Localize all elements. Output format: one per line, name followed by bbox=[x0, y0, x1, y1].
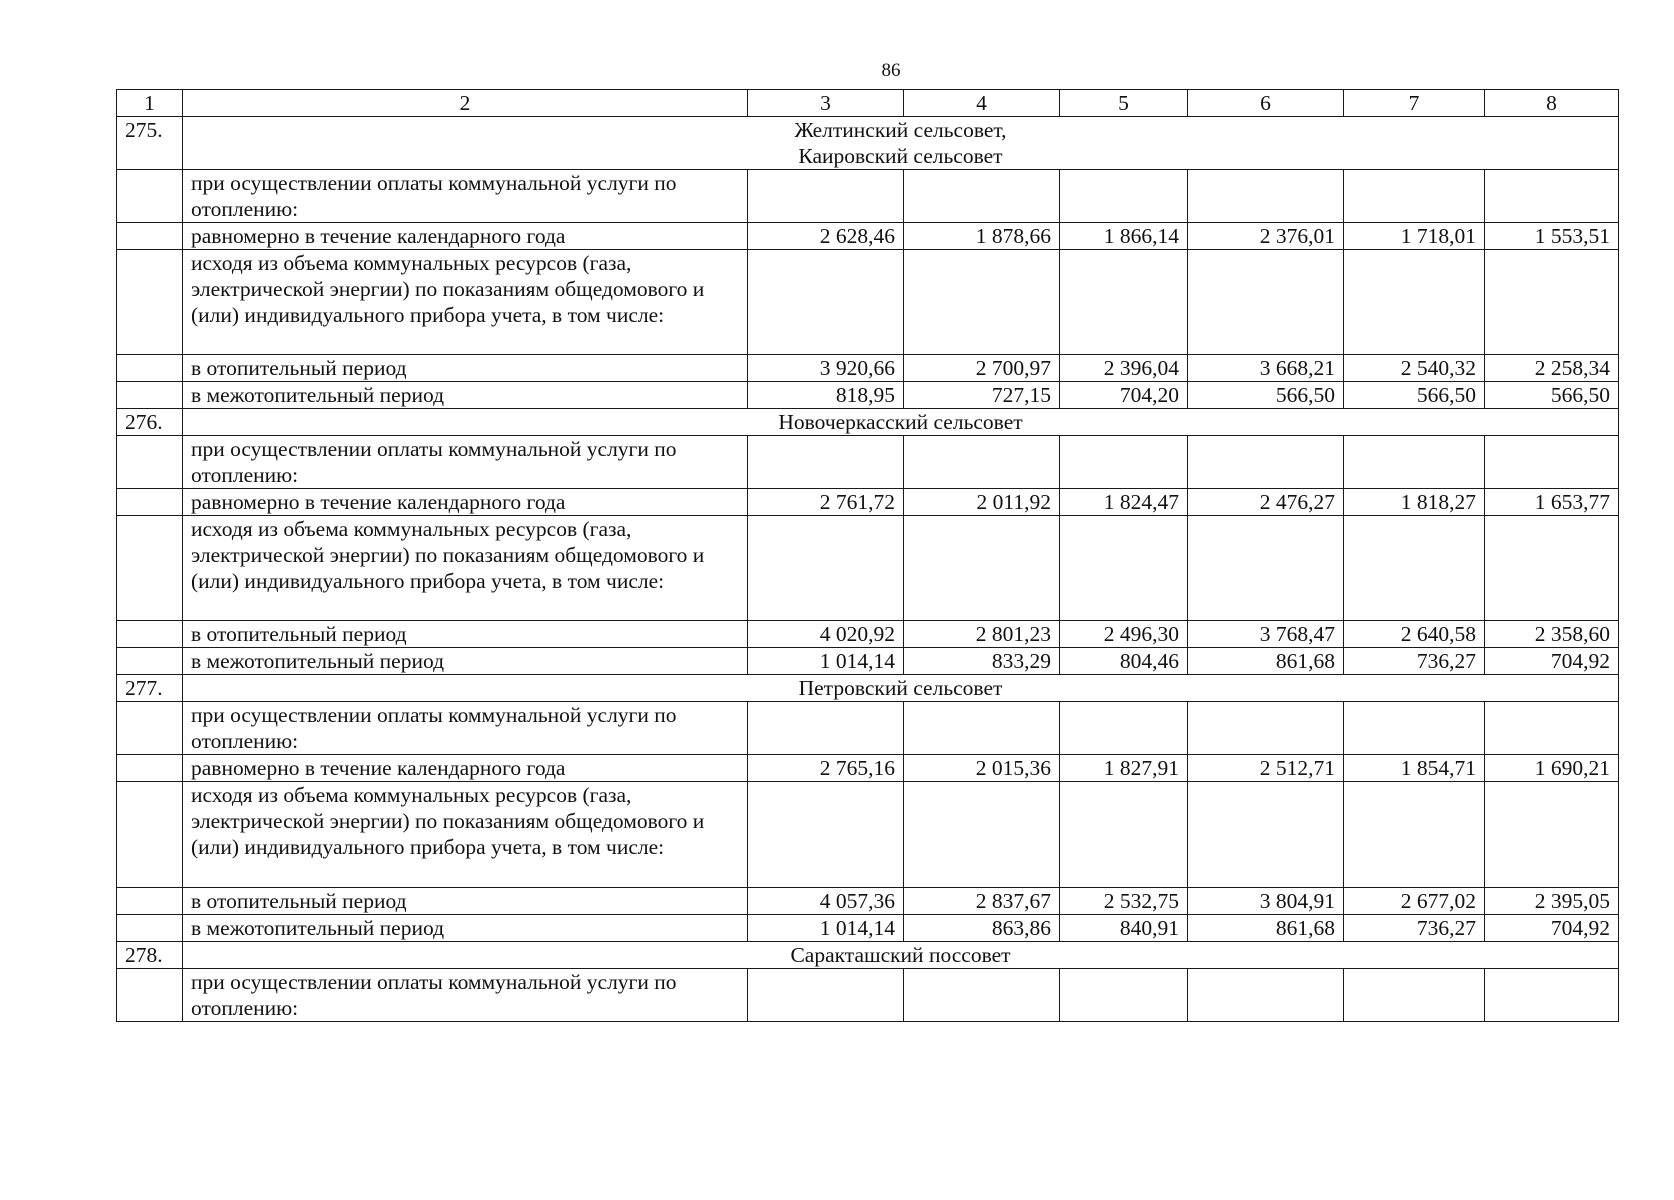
value-cell bbox=[1060, 516, 1188, 621]
column-number-cell: 6 bbox=[1188, 90, 1344, 117]
value-cell: 566,50 bbox=[1188, 382, 1344, 409]
value-cell bbox=[1485, 702, 1619, 755]
empty-number-cell bbox=[117, 250, 183, 355]
value-cell bbox=[1344, 782, 1485, 887]
value-cell bbox=[1344, 250, 1485, 355]
table-row bbox=[117, 782, 1619, 887]
value-cell: 2 395,05 bbox=[1485, 887, 1619, 914]
value-cell bbox=[1344, 170, 1485, 223]
value-cell: 2 640,58 bbox=[1344, 621, 1485, 648]
table-row bbox=[117, 887, 1619, 914]
section-title bbox=[183, 675, 1619, 702]
column-number-cell: 7 bbox=[1344, 90, 1485, 117]
row-label: исходя из объема коммунальных ресурсов (газа, электрической энергии) по показаниям общедомового и (или) индивидуального прибора учета, в том числе: bbox=[183, 782, 748, 887]
value-cell: 1 818,27 bbox=[1344, 489, 1485, 516]
section-title bbox=[183, 117, 1619, 170]
row-label: в отопительный период bbox=[183, 355, 748, 382]
row-label: при осуществлении оплаты коммунальной услуги по отоплению: bbox=[183, 702, 748, 755]
table-row bbox=[117, 355, 1619, 382]
value-cell: 1 854,71 bbox=[1344, 755, 1485, 782]
row-label: равномерно в течение календарного года bbox=[183, 755, 748, 782]
value-cell: 1 653,77 bbox=[1485, 489, 1619, 516]
table-row bbox=[117, 755, 1619, 782]
section-number: 275. bbox=[117, 117, 183, 170]
empty-number-cell bbox=[117, 914, 183, 941]
row-label: при осуществлении оплаты коммунальной услуги по отоплению: bbox=[183, 968, 748, 1021]
value-cell: 566,50 bbox=[1485, 382, 1619, 409]
column-number-cell: 1 bbox=[117, 90, 183, 117]
section-title bbox=[183, 409, 1619, 436]
value-cell bbox=[904, 170, 1060, 223]
value-cell bbox=[1060, 170, 1188, 223]
value-cell: 2 512,71 bbox=[1188, 755, 1344, 782]
table-row bbox=[117, 914, 1619, 941]
value-cell bbox=[1188, 250, 1344, 355]
table-row bbox=[117, 516, 1619, 621]
section-title bbox=[183, 941, 1619, 968]
section-title-line: Желтинский сельсовет, bbox=[794, 118, 1007, 142]
value-cell: 833,29 bbox=[904, 648, 1060, 675]
value-cell bbox=[748, 516, 904, 621]
value-cell bbox=[1060, 702, 1188, 755]
value-cell: 1 014,14 bbox=[748, 648, 904, 675]
value-cell bbox=[1188, 516, 1344, 621]
value-cell bbox=[1485, 968, 1619, 1021]
row-label: при осуществлении оплаты коммунальной услуги по отоплению: bbox=[183, 170, 748, 223]
value-cell bbox=[1485, 250, 1619, 355]
value-cell: 2 015,36 bbox=[904, 755, 1060, 782]
value-cell: 804,46 bbox=[1060, 648, 1188, 675]
value-cell: 566,50 bbox=[1344, 382, 1485, 409]
value-cell bbox=[904, 968, 1060, 1021]
table-row bbox=[117, 170, 1619, 223]
table-row bbox=[117, 436, 1619, 489]
value-cell: 727,15 bbox=[904, 382, 1060, 409]
value-cell bbox=[1344, 436, 1485, 489]
value-cell: 736,27 bbox=[1344, 648, 1485, 675]
table-row bbox=[117, 382, 1619, 409]
value-cell bbox=[1344, 516, 1485, 621]
value-cell bbox=[1188, 436, 1344, 489]
section-row bbox=[117, 941, 1619, 968]
empty-number-cell bbox=[117, 516, 183, 621]
section-row bbox=[117, 409, 1619, 436]
value-cell bbox=[1188, 968, 1344, 1021]
value-cell: 840,91 bbox=[1060, 914, 1188, 941]
table-body bbox=[117, 90, 1619, 1022]
empty-number-cell bbox=[117, 648, 183, 675]
row-label: исходя из объема коммунальных ресурсов (газа, электрической энергии) по показаниям общедомового и (или) индивидуального прибора учета, в том числе: bbox=[183, 516, 748, 621]
value-cell: 3 668,21 bbox=[1188, 355, 1344, 382]
value-cell: 2 628,46 bbox=[748, 223, 904, 250]
table-row bbox=[117, 223, 1619, 250]
value-cell: 2 677,02 bbox=[1344, 887, 1485, 914]
row-label: равномерно в течение календарного года bbox=[183, 489, 748, 516]
empty-number-cell bbox=[117, 782, 183, 887]
value-cell: 861,68 bbox=[1188, 648, 1344, 675]
value-cell: 2 396,04 bbox=[1060, 355, 1188, 382]
value-cell bbox=[1485, 516, 1619, 621]
value-cell bbox=[1344, 968, 1485, 1021]
value-cell: 2 765,16 bbox=[748, 755, 904, 782]
empty-number-cell bbox=[117, 702, 183, 755]
value-cell bbox=[1060, 436, 1188, 489]
value-cell: 818,95 bbox=[748, 382, 904, 409]
table-row bbox=[117, 648, 1619, 675]
value-cell: 736,27 bbox=[1344, 914, 1485, 941]
value-cell: 1 718,01 bbox=[1344, 223, 1485, 250]
value-cell: 4 057,36 bbox=[748, 887, 904, 914]
value-cell: 1 878,66 bbox=[904, 223, 1060, 250]
value-cell: 704,92 bbox=[1485, 914, 1619, 941]
value-cell bbox=[1485, 436, 1619, 489]
empty-number-cell bbox=[117, 887, 183, 914]
value-cell: 1 690,21 bbox=[1485, 755, 1619, 782]
row-label: исходя из объема коммунальных ресурсов (газа, электрической энергии) по показаниям общедомового и (или) индивидуального прибора учета, в том числе: bbox=[183, 250, 748, 355]
value-cell bbox=[748, 968, 904, 1021]
column-number-cell: 4 bbox=[904, 90, 1060, 117]
value-cell bbox=[748, 436, 904, 489]
table-row bbox=[117, 489, 1619, 516]
value-cell: 2 761,72 bbox=[748, 489, 904, 516]
row-label: равномерно в течение календарного года bbox=[183, 223, 748, 250]
value-cell bbox=[904, 782, 1060, 887]
column-number-row bbox=[117, 90, 1619, 117]
value-cell: 2 532,75 bbox=[1060, 887, 1188, 914]
empty-number-cell bbox=[117, 170, 183, 223]
column-number-cell: 3 bbox=[748, 90, 904, 117]
value-cell bbox=[1344, 702, 1485, 755]
row-label: в межотопительный период bbox=[183, 914, 748, 941]
row-label: в межотопительный период bbox=[183, 648, 748, 675]
value-cell: 2 700,97 bbox=[904, 355, 1060, 382]
row-label: в отопительный период bbox=[183, 621, 748, 648]
row-label: в отопительный период bbox=[183, 887, 748, 914]
empty-number-cell bbox=[117, 621, 183, 648]
table-row bbox=[117, 968, 1619, 1021]
value-cell bbox=[748, 250, 904, 355]
table-row bbox=[117, 702, 1619, 755]
value-cell bbox=[904, 702, 1060, 755]
column-number-cell: 8 bbox=[1485, 90, 1619, 117]
section-title-line: Саракташский поссовет bbox=[790, 942, 1011, 967]
section-number: 277. bbox=[117, 675, 183, 702]
value-cell bbox=[1060, 782, 1188, 887]
empty-number-cell bbox=[117, 223, 183, 250]
section-number: 276. bbox=[117, 409, 183, 436]
value-cell: 3 804,91 bbox=[1188, 887, 1344, 914]
value-cell bbox=[904, 250, 1060, 355]
page-number: 86 bbox=[881, 60, 901, 81]
section-number: 278. bbox=[117, 941, 183, 968]
table-row bbox=[117, 250, 1619, 355]
value-cell bbox=[1188, 702, 1344, 755]
value-cell bbox=[1485, 782, 1619, 887]
section-title-line: Каировский сельсовет bbox=[798, 144, 1003, 168]
value-cell: 704,92 bbox=[1485, 648, 1619, 675]
value-cell: 1 827,91 bbox=[1060, 755, 1188, 782]
row-label: в межотопительный период bbox=[183, 382, 748, 409]
value-cell: 2 837,67 bbox=[904, 887, 1060, 914]
empty-number-cell bbox=[117, 382, 183, 409]
value-cell bbox=[748, 170, 904, 223]
value-cell bbox=[748, 782, 904, 887]
value-cell bbox=[904, 516, 1060, 621]
value-cell: 1 553,51 bbox=[1485, 223, 1619, 250]
value-cell bbox=[1060, 250, 1188, 355]
value-cell: 2 801,23 bbox=[904, 621, 1060, 648]
empty-number-cell bbox=[117, 436, 183, 489]
section-title-line: Петровский сельсовет bbox=[798, 676, 1003, 701]
value-cell: 4 020,92 bbox=[748, 621, 904, 648]
row-label: при осуществлении оплаты коммунальной услуги по отоплению: bbox=[183, 436, 748, 489]
value-cell: 2 376,01 bbox=[1188, 223, 1344, 250]
tariff-table bbox=[116, 89, 1619, 1022]
section-title-line: Новочеркасский сельсовет bbox=[778, 410, 1023, 435]
value-cell bbox=[1485, 170, 1619, 223]
value-cell: 861,68 bbox=[1188, 914, 1344, 941]
table-row bbox=[117, 621, 1619, 648]
value-cell: 2 258,34 bbox=[1485, 355, 1619, 382]
value-cell bbox=[904, 436, 1060, 489]
value-cell bbox=[748, 702, 904, 755]
value-cell: 2 358,60 bbox=[1485, 621, 1619, 648]
column-number-cell: 2 bbox=[183, 90, 748, 117]
value-cell: 1 014,14 bbox=[748, 914, 904, 941]
empty-number-cell bbox=[117, 755, 183, 782]
value-cell: 863,86 bbox=[904, 914, 1060, 941]
column-number-cell: 5 bbox=[1060, 90, 1188, 117]
value-cell: 2 496,30 bbox=[1060, 621, 1188, 648]
value-cell: 2 476,27 bbox=[1188, 489, 1344, 516]
value-cell: 1 824,47 bbox=[1060, 489, 1188, 516]
empty-number-cell bbox=[117, 355, 183, 382]
value-cell bbox=[1060, 968, 1188, 1021]
value-cell bbox=[1188, 170, 1344, 223]
value-cell: 1 866,14 bbox=[1060, 223, 1188, 250]
section-row bbox=[117, 117, 1619, 170]
empty-number-cell bbox=[117, 968, 183, 1021]
value-cell: 2 011,92 bbox=[904, 489, 1060, 516]
section-row bbox=[117, 675, 1619, 702]
value-cell: 3 768,47 bbox=[1188, 621, 1344, 648]
value-cell bbox=[1188, 782, 1344, 887]
value-cell: 3 920,66 bbox=[748, 355, 904, 382]
empty-number-cell bbox=[117, 489, 183, 516]
value-cell: 2 540,32 bbox=[1344, 355, 1485, 382]
value-cell: 704,20 bbox=[1060, 382, 1188, 409]
